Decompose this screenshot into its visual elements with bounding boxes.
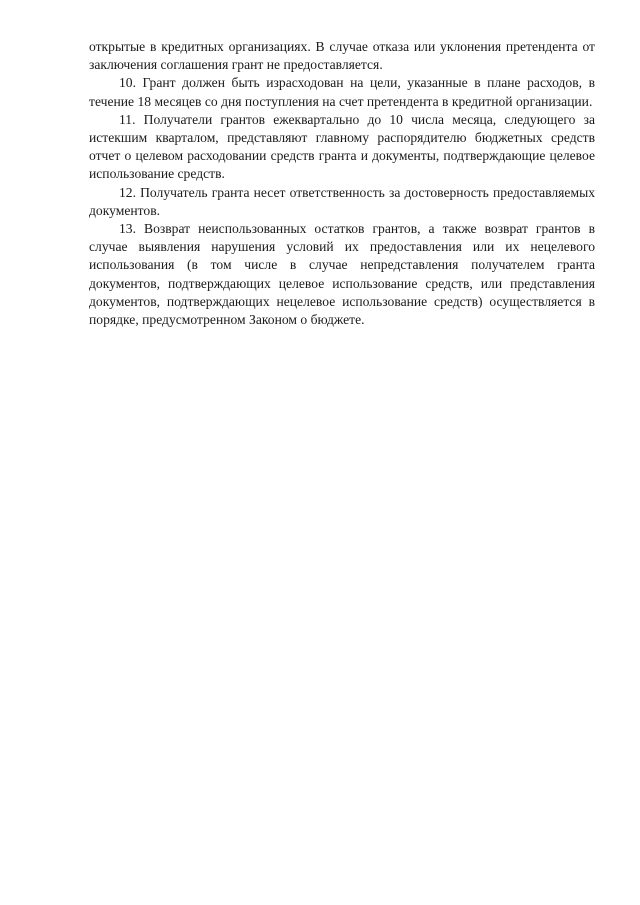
paragraph-continued: открытые в кредитных организациях. В случае отказа или уклонения претендента от заключения соглашения грант не предоставляется. bbox=[89, 39, 595, 73]
paragraph-11: 11. Получатели грантов ежеквартально до 10 числа месяца, следующего за истекшим кварталом, представляют главному распорядителю бюджетных средств отчет о целевом расходовании средств гранта и документы, подтверждающие целевое использование средств. bbox=[89, 111, 595, 182]
paragraph-10: 10. Грант должен быть израсходован на цели, указанные в плане расходов, в течение 18 месяцев со дня поступления на счет претендента в кредитной организации. bbox=[89, 75, 595, 109]
paragraph-12: 12. Получатель гранта несет ответственность за достоверность предоставляемых документов. bbox=[89, 184, 595, 218]
document-body bbox=[89, 38, 595, 329]
paragraph-13: 13. Возврат неиспользованных остатков грантов, а также возврат грантов в случае выявления нарушения условий их предоставления или их нецелевого использования (в том числе в случае непредставления получателем гранта документов, подтверждающих целевое использование средств, или представления документов, подтверждающих нецелевое использование средств) осуществляется в порядке, предусмотренном Законом о бюджете. bbox=[89, 221, 595, 328]
